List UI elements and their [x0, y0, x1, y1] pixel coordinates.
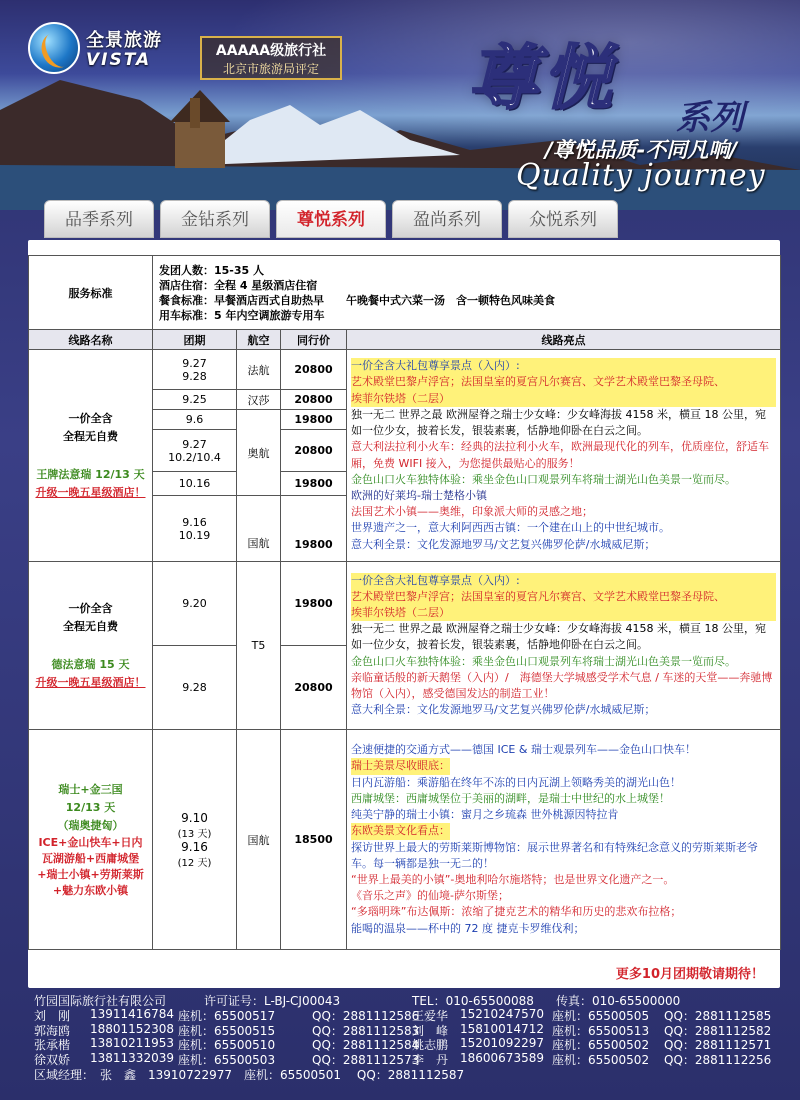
service-line: 酒店住宿：全程 4 星级酒店住宿: [159, 278, 318, 292]
route-title-line: 瑞士+金三国: [58, 782, 123, 796]
contact-name: 刘 峰: [412, 1023, 449, 1038]
badge-rating: AAAAA级旅行社: [215, 43, 327, 59]
service-line: 用车标准：5 年内空调旅游专用车: [159, 308, 325, 322]
contact-name: 张承楷: [34, 1038, 71, 1053]
highlight-line: 纯美宁静的瑞士小镇：蜜月之乡琉森 世外桃源因特拉肯: [351, 808, 619, 822]
airline: 法航: [237, 350, 281, 390]
tab-zunyue[interactable]: 尊悦系列: [276, 200, 386, 238]
highlight-line: 亲临童话般的新天鹅堡（入内）/ 海德堡大学城感受学术气息 / 车迷的天堂——奔驰博物馆（入内），感受德国发达的制造工业！: [351, 670, 773, 700]
slogan: /尊悦品质-不同凡响/: [545, 138, 738, 162]
table-row: [29, 730, 781, 950]
contact-mobile: 13811332039: [90, 1051, 174, 1066]
price: 20800: [281, 646, 347, 730]
route3-highlights: [347, 730, 781, 950]
airline: 国航: [237, 730, 281, 950]
contact-landline: 座机：65500502: [552, 1038, 650, 1053]
price: 19800: [281, 410, 347, 430]
col-dates: 团期: [153, 330, 237, 350]
highlight-line: “世界上最美的小镇”-奥地利哈尔施塔特；也是世界文化遗产之一。: [351, 872, 675, 886]
highlight-line: 一价全含大礼包尊享景点（入内）:: [351, 573, 776, 589]
highlight-line: 瑞士美景尽收眼底：: [351, 758, 450, 774]
route2-highlights: [347, 562, 781, 730]
departure-date: 10.16: [153, 472, 237, 496]
contact-qq: QQ：2881112573: [312, 1053, 420, 1068]
airline: 奥航: [237, 410, 281, 496]
company-fax: 传真：010-65500000: [556, 994, 681, 1008]
quality-tagline: Quality journey: [516, 158, 766, 193]
col-airline: 航空: [237, 330, 281, 350]
highlight-line: 独一无二 世界之最 欧洲屋脊之瑞士少女峰：少女峰海拔 4158 米，横亘 18 公里，宛如一位少女，披着长发，银装素裹，恬静地仰卧在白云之间。: [351, 622, 766, 652]
highlight-line: 艺术殿堂巴黎卢浮宫；法国皇室的夏宫凡尔赛宫、文学艺术殿堂巴黎圣母院、: [351, 374, 776, 390]
highlight-line: 艺术殿堂巴黎卢浮宫；法国皇室的夏宫凡尔赛宫、文学艺术殿堂巴黎圣母院、: [351, 589, 776, 605]
route-title-line: （瑞奥捷匈）: [57, 818, 124, 832]
airline: 国航: [237, 496, 281, 562]
highlight-line: 金色山口火车独特体验：乘坐金色山口观景列车将瑞士湖光山色美景一览而尽。: [351, 472, 736, 486]
airline: T5: [237, 562, 281, 730]
contact-qq: QQ：2881112584: [312, 1038, 420, 1053]
contact-mobile: 13911416784: [90, 1006, 174, 1021]
highlight-line: 意大利法拉利小火车：经典的法拉利小火车，欧洲最现代化的列车，优质座位，舒适车厢，免费 WIFI 接入，为您提供最贴心的服务！: [351, 440, 769, 470]
departure-date: 9.10: [181, 810, 208, 825]
contact-row: [28, 1051, 780, 1066]
badge-authority: 北京市旅游局评定: [222, 62, 319, 76]
tab-yingshang[interactable]: 盈尚系列: [392, 200, 502, 238]
highlight-line: 日内瓦游船：乘游船在终年不冻的日内瓦湖上领略秀美的湖光山色！: [351, 775, 681, 789]
contact-landline: 座机：65500503: [178, 1053, 276, 1068]
price: 20800: [281, 430, 347, 472]
brand-name-en: VISTA: [86, 50, 152, 70]
contact-qq: QQ：2881112583: [312, 1023, 420, 1038]
highlight-line: 探访世界上最大的劳斯莱斯博物馆：展示世界著名和有特殊纪念意义的劳斯莱斯老爷车。每一辆都是独一无二的！: [351, 840, 758, 870]
trip-length: (13 天): [177, 828, 212, 840]
departure-date: 9.6: [153, 410, 237, 430]
contact-mobile: 13810211953: [90, 1036, 174, 1051]
route3-dates: [153, 730, 237, 950]
series-tabs: [44, 200, 774, 238]
highlight-line: 能喝的温泉——杯中的 72 度 捷克卡罗维伐利；: [351, 921, 585, 935]
trip-length: (12 天): [177, 857, 212, 869]
highlight-line: 世界遗产之一，意大利阿西西古镇：一个建在山上的中世纪城市。: [351, 521, 670, 535]
service-line: 餐食标准：早餐酒店西式自助热早 午晚餐中式六菜一汤 含一顿特色风味美食: [159, 293, 555, 307]
highlight-line: 欧洲的好莱坞-瑞士楚格小镇: [351, 488, 487, 502]
route1-highlights: [347, 350, 781, 562]
contact-mobile: 15201092297: [460, 1036, 544, 1051]
contact-name: 姚志鹏: [412, 1038, 449, 1053]
manager-row: [28, 1066, 780, 1081]
highlight-line: 独一无二 世界之最 欧洲屋脊之瑞士少女峰：少女峰海拔 4158 米，横亘 18 公里，宛如一位少女，披着长发，银装素裹，恬静地仰卧在白云之间。: [351, 407, 766, 438]
table-row: [29, 350, 781, 390]
contact-landline: 座机：65500510: [178, 1038, 276, 1053]
route2-name: [29, 562, 153, 730]
contact-mobile: 15210247570: [460, 1006, 544, 1021]
departure-date: 9.25: [153, 390, 237, 410]
departure-date: 9.27 9.28: [153, 350, 237, 390]
itinerary-table: [28, 255, 781, 950]
contact-landline: 座机：65500513: [552, 1023, 650, 1038]
price: 19800: [281, 562, 347, 646]
price: 20800: [281, 390, 347, 410]
tab-jinzuan[interactable]: 金钻系列: [160, 200, 270, 238]
contact-qq: QQ：2881112582: [664, 1023, 772, 1038]
contact-row: [28, 1036, 780, 1051]
highlight-line: 意大利全景：文化发源地罗马/文艺复兴佛罗伦萨/水城威尼斯；: [351, 703, 656, 717]
service-label: 服务标准: [29, 256, 153, 330]
highlight-line: 埃菲尔铁塔（二层）: [351, 391, 776, 407]
itinerary-card: [28, 240, 780, 988]
airline: 汉莎: [237, 390, 281, 410]
route3-features: ICE+金山快车+日内瓦湖游船+西庸城堡+瑞士小镇+劳斯莱斯+魅力东欧小镇: [37, 835, 144, 897]
route-name-line: 全程无自费: [63, 429, 118, 443]
highlight-line: 西庸城堡：西庸城堡位于美丽的湖畔，是瑞士中世纪的水上城堡！: [351, 791, 670, 805]
globe-logo-icon: [28, 22, 80, 74]
contact-row: [28, 1007, 780, 1022]
highlight-line: 全速便捷的交通方式——德国 ICE & 瑞士观景列车——金色山口快车！: [351, 743, 696, 757]
contact-qq: QQ：2881112256: [664, 1053, 772, 1068]
contact-mobile: 18600673589: [460, 1051, 544, 1066]
col-highlights: 线路亮点: [347, 330, 781, 350]
service-line: 发团人数：15-35 人: [159, 263, 265, 277]
contact-name: 王爱华: [412, 1008, 449, 1023]
series-title: 尊悦: [468, 37, 616, 119]
more-dates-note: 更多10月团期敬请期待！: [615, 967, 764, 982]
contact-row: [28, 1022, 780, 1037]
departure-date: 9.28: [153, 646, 237, 730]
price: 19800: [281, 472, 347, 496]
route2-subtitle: 德法意瑞 15 天: [51, 657, 130, 671]
route-name-line: 一价全含: [68, 601, 113, 615]
company-name: 竹园国际旅行社有限公司: [34, 994, 167, 1008]
contact-landline: 座机：65500515: [178, 1023, 276, 1038]
highlight-line: 法国艺术小镇——奥维，印象派大师的灵感之地；: [351, 505, 593, 519]
contact-qq: QQ：2881112586: [312, 1008, 420, 1023]
contact-landline: 座机：65500505: [552, 1008, 650, 1023]
contact-qq: QQ：2881112571: [664, 1038, 772, 1053]
highlight-line: 一价全含大礼包尊享景点（入内）:: [351, 358, 776, 374]
route1-name: [29, 350, 153, 562]
brand-name-cn: 全景旅游: [86, 30, 162, 51]
contact-name: 李 丹: [412, 1053, 449, 1068]
highlight-line: 金色山口火车独特体验：乘坐金色山口观景列车将瑞士湖光山色美景一览而尽。: [351, 654, 736, 668]
vista-logo: [28, 22, 198, 77]
route1-upgrade: 升级一晚五星级酒店！: [35, 485, 146, 499]
highlight-line: 东欧美景文化看点：: [351, 823, 450, 839]
highlight-line: 《音乐之声》的仙境-萨尔斯堡；: [351, 889, 509, 903]
table-header: [29, 330, 781, 350]
regional-manager: 区域经理： 张 鑫 13910722977 座机：65500501 QQ：2881112587: [34, 1067, 465, 1082]
route2-upgrade: 升级一晚五星级酒店！: [35, 675, 146, 689]
tab-pinji[interactable]: 品季系列: [44, 200, 154, 238]
contact-landline: 座机：65500517: [178, 1008, 276, 1023]
table-row: [29, 562, 781, 646]
hero-banner: [0, 0, 800, 210]
tab-zhongyue[interactable]: 众悦系列: [508, 200, 618, 238]
contact-qq: QQ：2881112585: [664, 1008, 772, 1023]
contact-mobile: 18801152308: [90, 1021, 174, 1036]
company-tel: TEL：010-65500088: [412, 994, 534, 1008]
contact-name: 郭海鸥: [34, 1023, 71, 1038]
highlight-line: “多瑙明珠”布达佩斯：浓缩了捷克艺术的精华和历史的悲欢布拉格；: [351, 905, 682, 919]
rating-badge: [200, 36, 342, 80]
contact-name: 刘 刚: [34, 1008, 71, 1023]
price: 19800: [281, 496, 347, 562]
service-row: [29, 256, 781, 330]
highlight-line: 意大利全景：文化发源地罗马/文艺复兴佛罗伦萨/水城威尼斯；: [351, 537, 656, 551]
contact-mobile: 15810014712: [460, 1021, 544, 1036]
service-standards: [153, 256, 781, 330]
price: 18500: [281, 730, 347, 950]
highlight-line: 埃菲尔铁塔（二层）: [351, 605, 776, 621]
col-price: 同行价: [281, 330, 347, 350]
contact-footer: [28, 992, 780, 1096]
departure-date: 9.16: [181, 839, 208, 854]
departure-date: 9.20: [153, 562, 237, 646]
route-name-line: 全程无自费: [63, 619, 118, 633]
route3-name: [29, 730, 153, 950]
departure-date: 9.16 10.19: [153, 496, 237, 562]
col-route-name: 线路名称: [29, 330, 153, 350]
license-number: 许可证号：L-BJ-CJ00043: [204, 994, 341, 1008]
company-row: [28, 992, 780, 1007]
series-subtitle: 系列: [676, 98, 744, 138]
price: 20800: [281, 350, 347, 390]
route-title-line: 12/13 天: [65, 800, 116, 814]
route-name-line: 一价全含: [68, 411, 113, 425]
contact-landline: 座机：65500502: [552, 1053, 650, 1068]
contact-name: 徐双娇: [34, 1053, 71, 1068]
departure-date: 9.27 10.2/10.4: [153, 430, 237, 472]
route1-subtitle: 王牌法意瑞 12/13 天: [36, 467, 145, 481]
